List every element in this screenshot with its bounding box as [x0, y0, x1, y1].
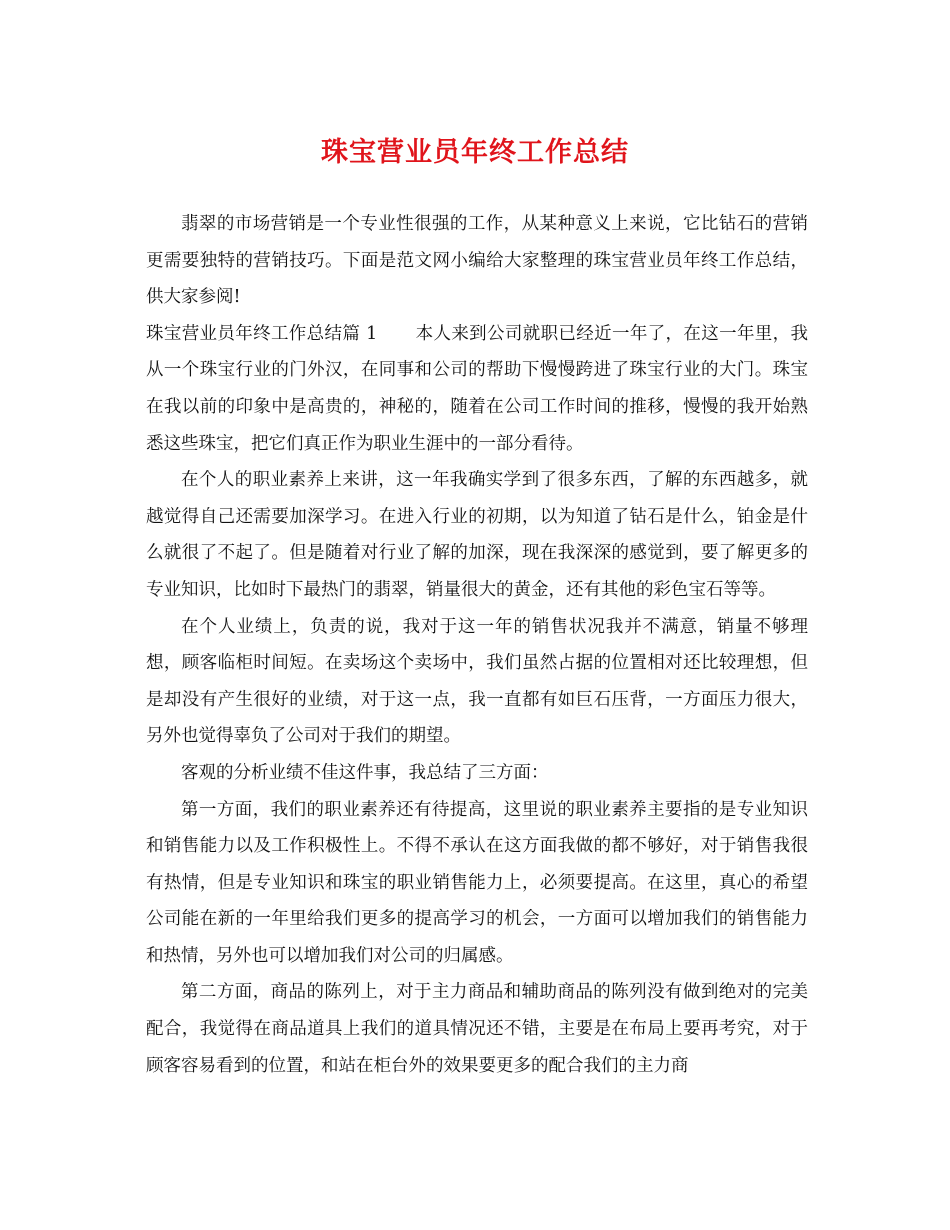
body-paragraph: 客观的分析业绩不佳这件事，我总结了三方面： — [181, 762, 549, 783]
document-body — [146, 206, 808, 1084]
article-1-paragraph — [146, 316, 808, 462]
article-1-heading: 珠宝营业员年终工作总结篇 1 — [146, 323, 378, 344]
body-paragraph: 第二方面，商品的陈列上，对于主力商品和辅助商品的陈列没有做到绝对的完美配合，我觉得在商品道具上我们的道具情况还不错，主要是在布局上要再考究，对于顾客容易看到的位置，和站在柜台外的效果要更多的配合我们的主力商 — [146, 982, 808, 1076]
document-title: 珠宝营业员年终工作总结 — [321, 137, 629, 168]
article-1-first-paragraph-text: 本人来到公司就职已经近一年了，在这一年里，我从一个珠宝行业的门外汉，在同事和公司的帮助下慢慢跨进了珠宝行业的大门。珠宝在我以前的印象中是高贵的，神秘的，随着在公司工作时间的推移，慢慢的我开始熟悉这些珠宝，把它们真正作为职业生涯中的一部分看待。 — [146, 323, 808, 454]
body-paragraph: 在个人的职业素养上来讲，这一年我确实学到了很多东西，了解的东西越多，就越觉得自己还需要加深学习。在进入行业的初期，以为知道了钻石是什么，铂金是什么就很了不起了。但是随着对行业了解的加深，现在我深深的感觉到，要了解更多的专业知识，比如时下最热门的翡翠，销量很大的黄金，还有其他的彩色宝石等等。 — [146, 470, 808, 600]
body-paragraph: 第一方面，我们的职业素养还有待提高，这里说的职业素养主要指的是专业知识和销售能力以及工作积极性上。不得不承认在这方面我做的都不够好，对于销售我很有热情，但是专业知识和珠宝的职业销售能力上，必须要提高。在这里，真心的希望公司能在新的一年里给我们更多的提高学习的机会，一方面可以增加我们的销售能力和热情，另外也可以增加我们对公司的归属感。 — [146, 799, 808, 966]
body-paragraph: 在个人业绩上，负责的说，我对于这一年的销售状况我并不满意，销量不够理想，顾客临柜时间短。在卖场这个卖场中，我们虽然占据的位置相对还比较理想，但是却没有产生很好的业绩，对于这一点，我一直都有如巨石压背，一方面压力很大，另外也觉得辜负了公司对于我们的期望。 — [146, 616, 808, 747]
intro-paragraph: 翡翠的市场营销是一个专业性很强的工作，从某种意义上来说，它比钻石的营销更需要独特的营销技巧。下面是范文网小编给大家整理的珠宝营业员年终工作总结，供大家参阅! — [146, 214, 808, 308]
